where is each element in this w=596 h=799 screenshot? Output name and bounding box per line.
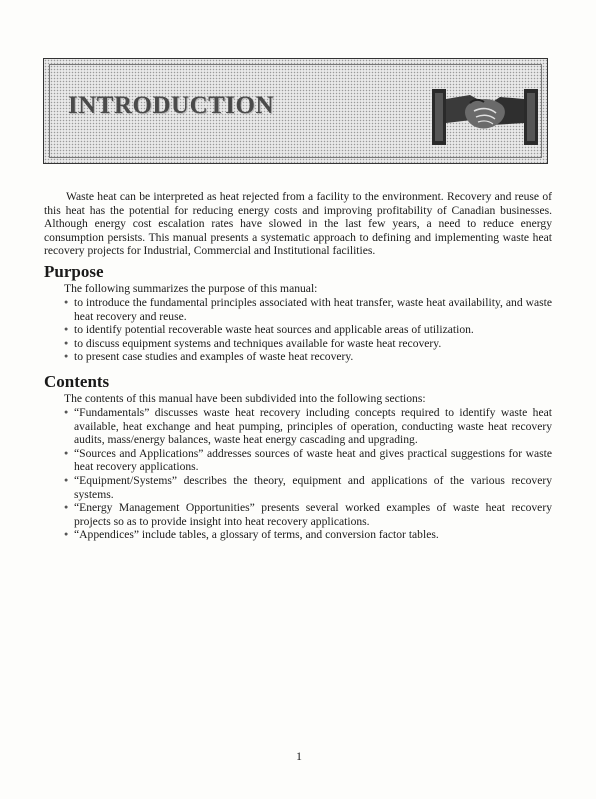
banner-title: INTRODUCTION: [68, 92, 275, 119]
purpose-list: [64, 296, 552, 364]
list-item: ● “Sources and Applications” addresses sources of waste heat and gives practical suggestions for waste heat recovery applications.: [64, 447, 552, 474]
list-item: ● “Energy Management Opportunities” presents several worked examples of waste heat recovery projects so as to provide insight into heat recovery applications.: [64, 501, 552, 528]
contents-list: [64, 406, 552, 542]
handshake-icon: [430, 75, 540, 155]
purpose-intro: The following summarizes the purpose of this manual:: [64, 282, 318, 295]
list-item: ● to present case studies and examples of waste heat recovery.: [64, 350, 552, 364]
list-item: ● “Appendices” include tables, a glossary of terms, and conversion factor tables.: [64, 528, 552, 542]
list-item: ● “Equipment/Systems” describes the theory, equipment and applications of the various recovery systems.: [64, 474, 552, 501]
purpose-heading: Purpose: [44, 262, 104, 281]
contents-heading: Contents: [44, 372, 110, 391]
page-number: 1: [296, 749, 302, 763]
intro-paragraph: Waste heat can be interpreted as heat rejected from a facility to the environment. Recovery and reuse of this heat has the potential for reducing energy costs and improving profitability of Canadian businesses. Although energy cost escalation rates have slowed in the last few years, a need to reduce energy consumption persists. This manual presents a systematic approach to defining and implementing waste heat recovery projects for Industrial, Commercial and Institutional facilities.: [44, 190, 552, 258]
introduction-banner: [43, 58, 548, 164]
list-item: ● to discuss equipment systems and techniques available for waste heat recovery.: [64, 337, 552, 351]
contents-intro: The contents of this manual have been subdivided into the following sections:: [64, 392, 426, 405]
list-item: ● to identify potential recoverable waste heat sources and applicable areas of utilization.: [64, 323, 552, 337]
list-item: ● “Fundamentals” discusses waste heat recovery including concepts required to identify waste heat available, heat exchange and heat pumping, principles of operation, conducting waste heat recovery audits, mass/energy balances, waste heat energy cascading and upgrading.: [64, 406, 552, 447]
list-item: ● to introduce the fundamental principles associated with heat transfer, waste heat availability, and waste heat recovery and reuse.: [64, 296, 552, 323]
